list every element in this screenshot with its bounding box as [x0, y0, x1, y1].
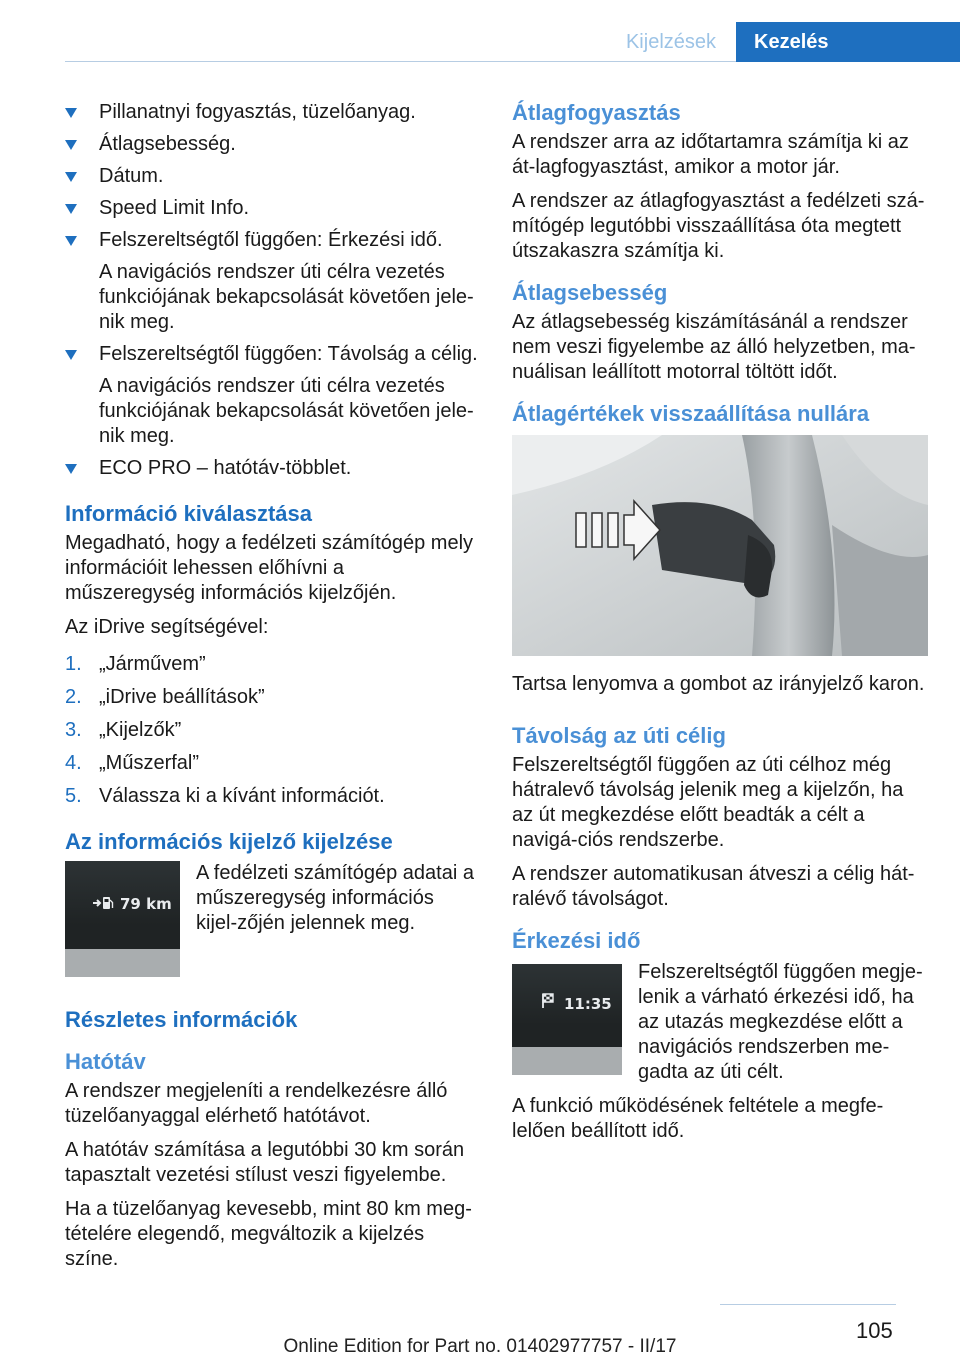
triangle-bullet-icon	[65, 350, 77, 360]
range-readout: 79 km	[120, 895, 172, 913]
left-column	[65, 100, 478, 1281]
list-item	[65, 100, 478, 125]
paragraph: A rendszer megjeleníti a rendelkezésre álló tüzelőanyaggal elérhető hatótávot.	[65, 1080, 448, 1127]
image-caption: Tartsa lenyomva a gombot az irányjelző karon.	[512, 673, 925, 695]
triangle-bullet-icon	[65, 464, 77, 474]
section-heading-info-select: Információ kiválasztása	[65, 501, 313, 526]
page-number: 105	[856, 1318, 893, 1343]
step-item	[65, 718, 478, 743]
tab-kezeles[interactable]: Kezelés	[736, 22, 960, 62]
list-item-note: A navigációs rendszer úti célra vezetés funkciójának bekapcsolását követően jele‐nik meg.	[99, 375, 474, 447]
paragraph: Felszereltségtől függően megje‐lenik a várható érkezési idő, ha az utazás megkezdése előtt a navigációs rendszerben me‐gadta az úti célt.	[638, 961, 923, 1083]
list-item-text: ECO PRO – hatótáv-többlet.	[99, 457, 352, 479]
triangle-bullet-icon	[65, 172, 77, 182]
triangle-bullet-icon	[65, 236, 77, 246]
step-text: „Műszerfal”	[99, 752, 200, 774]
subheading-avg-speed: Átlagsebesség	[512, 280, 668, 305]
list-item	[65, 132, 478, 157]
step-text: „iDrive beállítások”	[99, 686, 265, 708]
list-item-text: Felszereltségtől függően: Távolság a célig.	[99, 343, 478, 365]
step-number: 5.	[65, 785, 82, 807]
fuel-pump-icon	[92, 895, 114, 911]
step-item	[65, 751, 478, 776]
display-block	[65, 861, 478, 985]
subheading-arrival: Érkezési idő	[512, 928, 641, 953]
step-text: „Járművem”	[99, 653, 206, 675]
list-item-text: Speed Limit Info.	[99, 197, 250, 219]
list-item	[65, 456, 478, 481]
list-item-text: Pillanatnyi fogyasztás, tüzelőanyag.	[99, 101, 416, 123]
section-heading-details: Részletes információk	[65, 1007, 298, 1032]
paragraph: Az átlagsebesség kiszámításánál a rendszer nem veszi figyelembe az álló helyzetben, ma‐nuálisan leállított motorral töltött időt.	[512, 311, 916, 383]
list-item-note: A navigációs rendszer úti célra vezetés funkciójának bekapcsolását követően jele‐nik meg.	[99, 261, 474, 333]
list-item	[65, 196, 478, 221]
chapter-tabs	[606, 22, 960, 62]
destination-flag-icon	[539, 992, 557, 1010]
paragraph: A rendszer automatikusan átveszi a célig hát‐ralévő távolságot.	[512, 863, 915, 910]
arrival-display-image	[512, 964, 622, 1075]
arrival-block	[512, 960, 925, 1094]
list-item	[65, 164, 478, 189]
step-number: 2.	[65, 686, 82, 708]
header-rule	[65, 61, 736, 62]
range-display-image	[65, 861, 180, 977]
paragraph: Az iDrive segítségével:	[65, 616, 269, 638]
right-column	[512, 100, 925, 1153]
subheading-avg-consumption: Átlagfogyasztás	[512, 100, 681, 125]
tab-kijelzesek[interactable]: Kijelzések	[625, 30, 717, 53]
info-bullet-list	[65, 100, 478, 481]
paragraph: A fedélzeti számítógép adatai a műszeregység információs kijel‐zőjén jelennek meg.	[196, 862, 474, 934]
list-item-text: Felszereltségtől függően: Érkezési idő.	[99, 229, 443, 251]
list-item-text: Átlagsebesség.	[99, 133, 236, 155]
step-text: Válassza ki a kívánt információt.	[99, 785, 385, 807]
paragraph: A hatótáv számítása a legutóbbi 30 km során tapasztalt vezetési stílust veszi figyelembe.	[65, 1139, 465, 1186]
subheading-distance: Távolság az úti célig	[512, 723, 726, 748]
paragraph: A funkció működésének feltétele a megfe‐lelően beállított idő.	[512, 1095, 884, 1142]
step-item	[65, 784, 478, 809]
paragraph: Ha a tüzelőanyag kevesebb, mint 80 km meg‐tételére elegendő, megváltozik a kijelzés színe.	[65, 1198, 472, 1270]
subheading-reset: Átlagértékek visszaállítása nullára	[512, 401, 870, 426]
footer-rule	[720, 1304, 896, 1305]
idrive-steps-list	[65, 652, 478, 809]
list-item-text: Dátum.	[99, 165, 164, 187]
step-number: 3.	[65, 719, 82, 741]
list-item	[65, 228, 478, 335]
step-number: 4.	[65, 752, 82, 774]
step-item	[65, 685, 478, 710]
stalk-illustration	[512, 435, 928, 656]
section-heading-display: Az információs kijelző kijelzése	[65, 829, 393, 854]
subheading-range: Hatótáv	[65, 1049, 146, 1074]
step-number: 1.	[65, 653, 82, 675]
paragraph: Felszereltségtől függően az úti célhoz még hátralevő távolság jelenik meg a kijelzőn, ha az út megkezdése előtt beadták a célt a navigá‐ciós rendszerbe.	[512, 754, 904, 851]
triangle-bullet-icon	[65, 140, 77, 150]
paragraph: Megadható, hogy a fedélzeti számítógép mely információit lehessen előhívni a műszeregység információs kijelzőjén.	[65, 532, 474, 604]
triangle-bullet-icon	[65, 204, 77, 214]
list-item	[65, 342, 478, 449]
step-text: „Kijelzők”	[99, 719, 182, 741]
step-item	[65, 652, 478, 677]
arrival-time-readout: 11:35	[564, 995, 612, 1013]
triangle-bullet-icon	[65, 108, 77, 118]
paragraph: A rendszer az átlagfogyasztást a fedélzeti szá‐mítógép legutóbbi visszaállítása óta megtett útszakaszra számítja ki.	[512, 190, 925, 262]
paragraph: A rendszer arra az időtartamra számítja ki az át‐lagfogyasztást, amikor a motor jár.	[512, 131, 909, 178]
edition-footer: Online Edition for Part no. 01402977757 - II/17	[283, 1336, 677, 1357]
turn-signal-stalk-image	[512, 435, 928, 656]
